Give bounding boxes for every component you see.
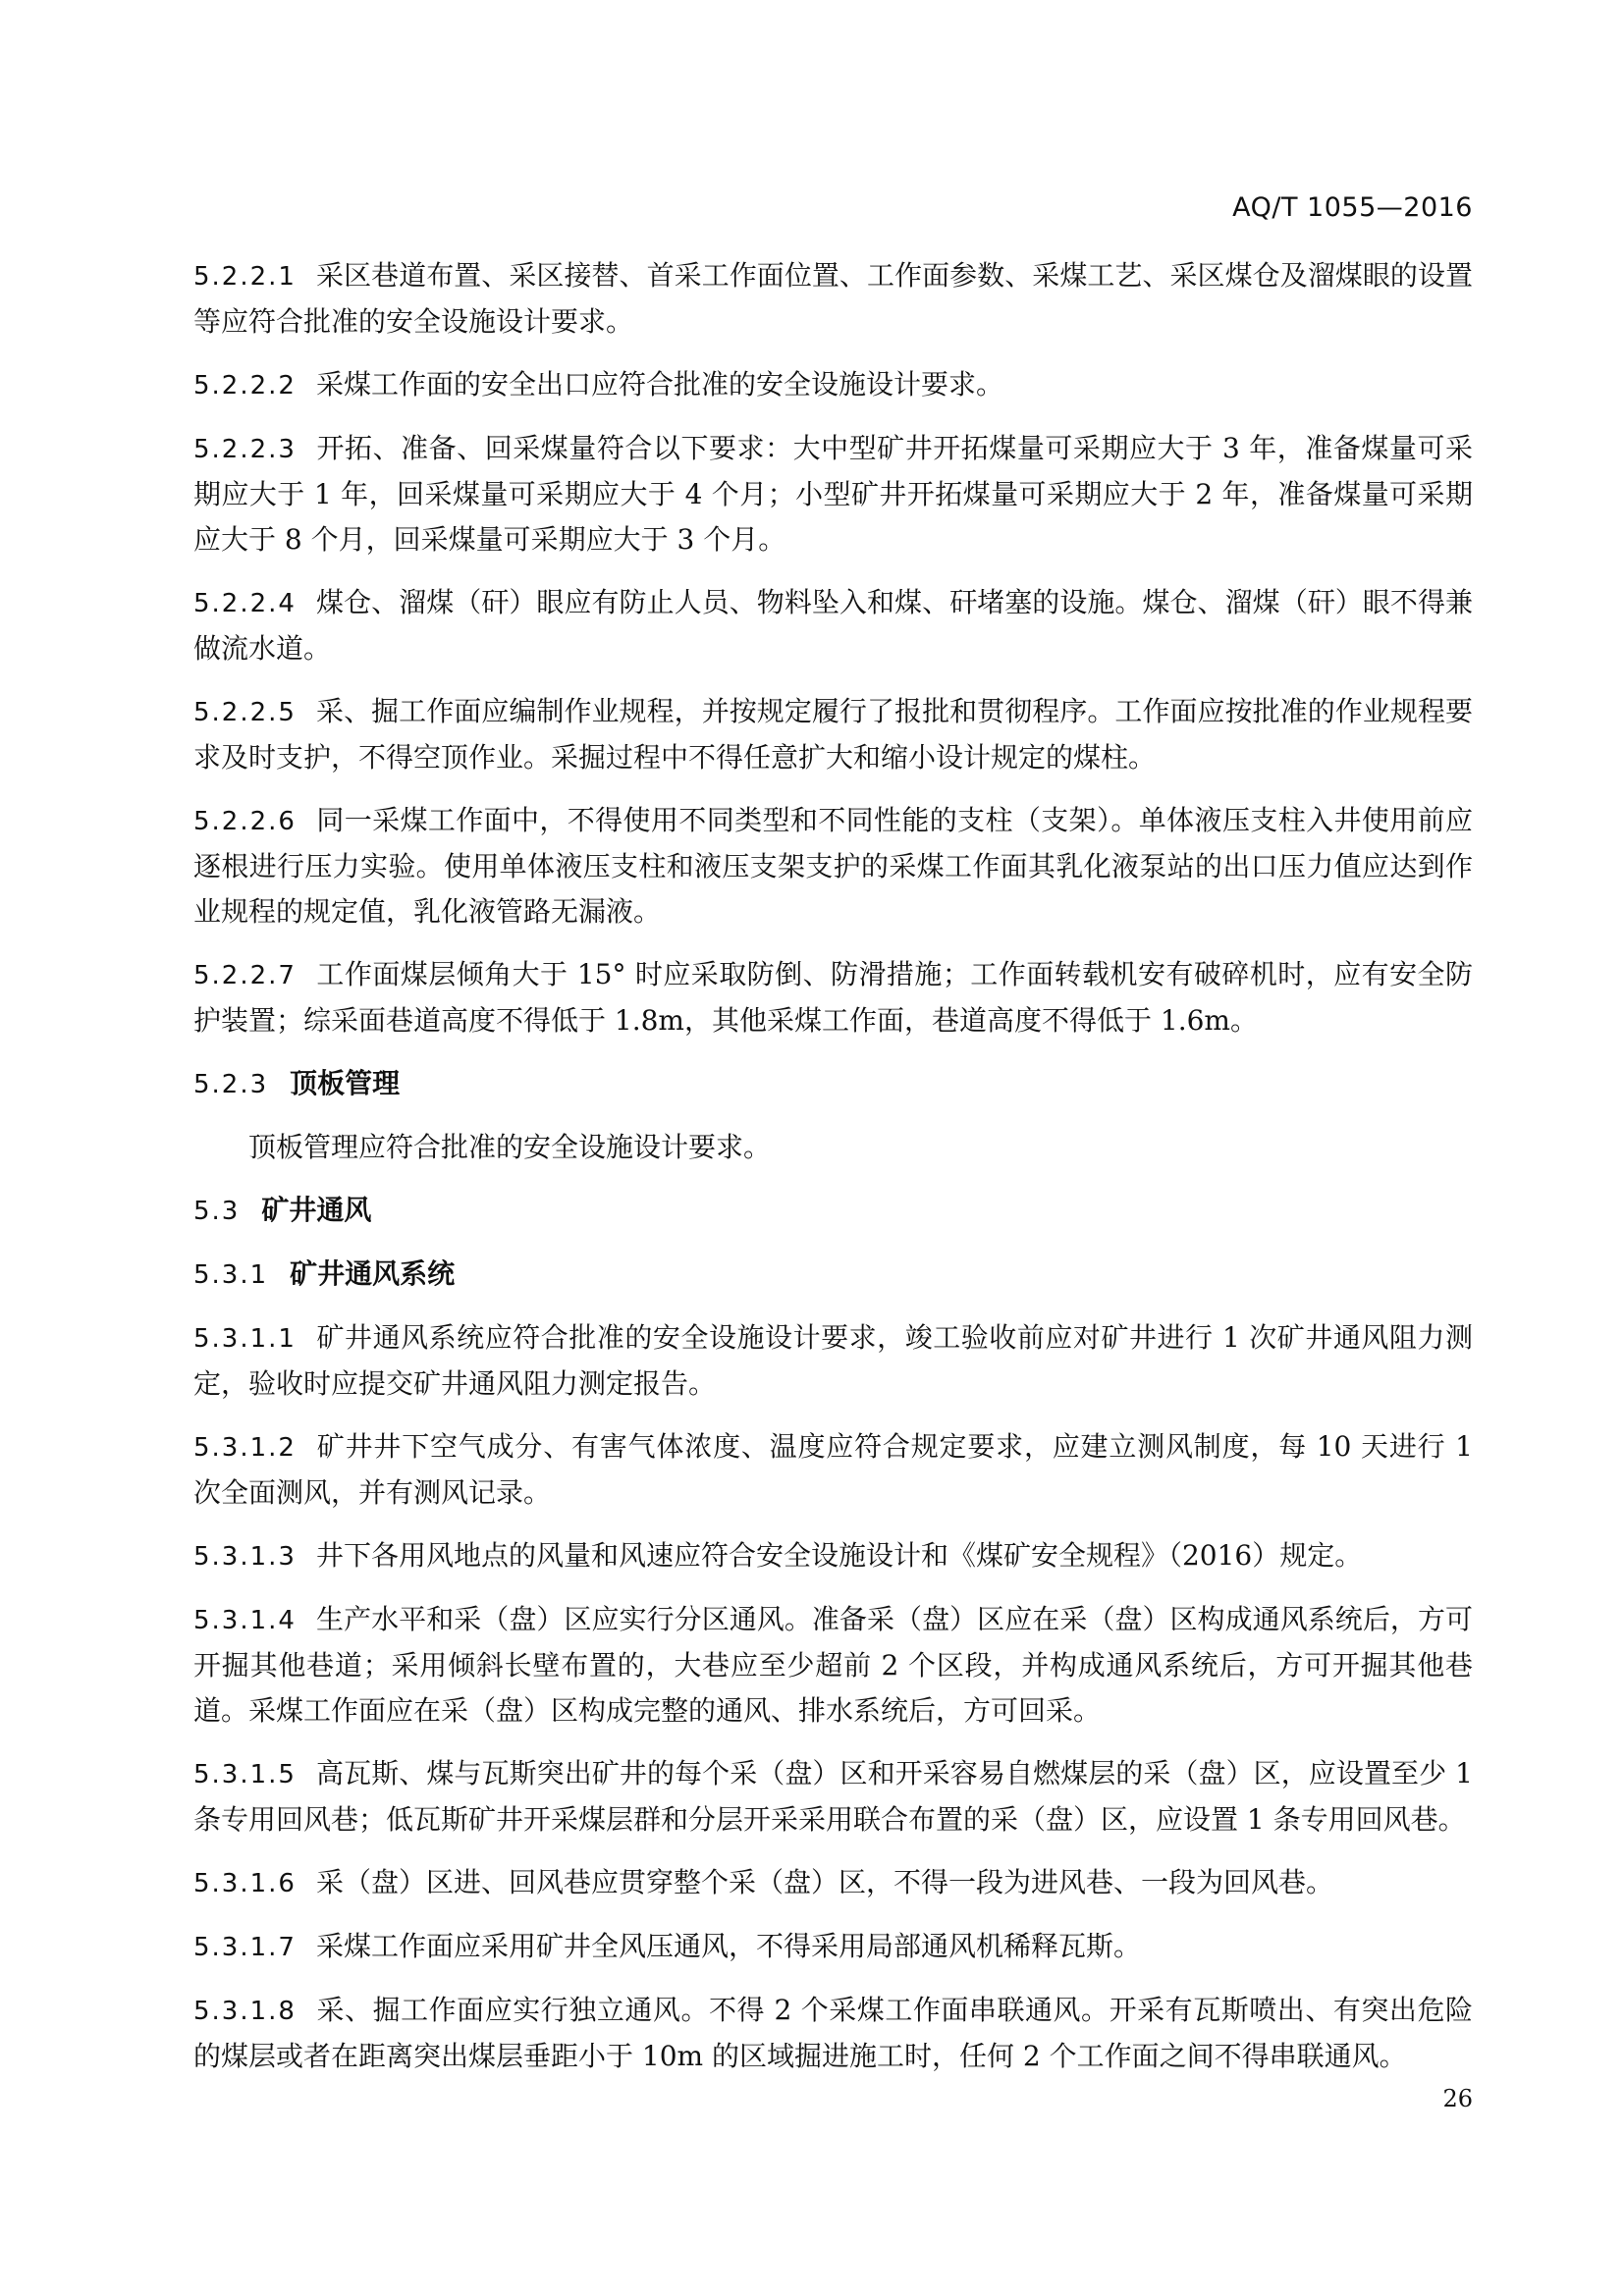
clause-text: 采区巷道布置、采区接替、首采工作面位置、工作面参数、采煤工艺、采区煤仓及溜煤眼的设置等应符合批准的安全设施设计要求。 <box>193 259 1473 338</box>
clause-text: 高瓦斯、煤与瓦斯突出矿井的每个采（盘）区和开采容易自燃煤层的采（盘）区，应设置至少 1 条专用回风巷；低瓦斯矿井开采煤层群和分层开采采用联合布置的采（盘）区，应设置 1 条专用回风巷。 <box>193 1757 1473 1836</box>
clause-number: 5.3.1.6 <box>193 1869 297 1898</box>
clause-5-3-1-4 <box>193 1597 1473 1734</box>
clause-number: 5.2.2.1 <box>193 262 297 292</box>
document-code: AQ/T 1055—2016 <box>1232 192 1473 223</box>
clause-5-2-2-3 <box>193 426 1473 562</box>
heading-number: 5.2.3 <box>193 1070 269 1099</box>
clause-5-2-2-2 <box>193 362 1473 408</box>
clause-5-2-2-5 <box>193 689 1473 780</box>
clause-5-2-2-4 <box>193 580 1473 671</box>
clause-number: 5.2.2.6 <box>193 807 297 836</box>
clause-number: 5.2.2.7 <box>193 961 297 990</box>
clause-text: 采（盘）区进、回风巷应贯穿整个采（盘）区，不得一段为进风巷、一段为回风巷。 <box>315 1866 1333 1898</box>
heading-title: 矿井通风 <box>261 1194 372 1226</box>
clause-number: 5.2.2.4 <box>193 589 297 618</box>
clause-5-3-1-3 <box>193 1533 1473 1579</box>
heading-5-2-3 <box>193 1061 1473 1107</box>
heading-title: 顶板管理 <box>290 1067 401 1099</box>
clause-number: 5.3.1.3 <box>193 1542 297 1572</box>
clause-text: 生产水平和采（盘）区应实行分区通风。准备采（盘）区应在采（盘）区构成通风系统后，方可开掘其他巷道；采用倾斜长壁布置的，大巷应至少超前 2 个区段，并构成通风系统后，方可开掘其他巷道。采煤工作面应在采（盘）区构成完整的通风、排水系统后，方可回采。 <box>193 1603 1473 1727</box>
clause-number: 5.2.2.3 <box>193 435 297 464</box>
clause-5-3-1-8 <box>193 1988 1473 2079</box>
paragraph-roof-management <box>193 1125 1473 1170</box>
page-number: 26 <box>1442 2085 1473 2112</box>
clause-text: 采煤工作面应采用矿井全风压通风，不得采用局部通风机稀释瓦斯。 <box>315 1930 1141 1962</box>
clause-number: 5.3.1.2 <box>193 1433 297 1463</box>
clause-5-3-1-1 <box>193 1315 1473 1407</box>
clause-text: 开拓、准备、回采煤量符合以下要求：大中型矿井开拓煤量可采期应大于 3 年，准备煤量可采期应大于 1 年，回采煤量可采期应大于 4 个月；小型矿井开拓煤量可采期应大于 2 年，准备煤量可采期应大于 8 个月，回采煤量可采期应大于 3 个月。 <box>193 432 1473 556</box>
clause-number: 5.3.1.8 <box>193 1997 297 2026</box>
clause-5-3-1-5 <box>193 1751 1473 1842</box>
heading-5-3-1 <box>193 1252 1473 1298</box>
clause-text: 矿井井下空气成分、有害气体浓度、温度应符合规定要求，应建立测风制度，每 10 天进行 1 次全面测风，并有测风记录。 <box>193 1430 1473 1509</box>
clause-5-2-2-1 <box>193 253 1473 345</box>
clause-number: 5.3.1.1 <box>193 1324 297 1354</box>
clause-number: 5.2.2.2 <box>193 371 297 400</box>
document-body <box>193 253 1473 2097</box>
clause-5-3-1-2 <box>193 1424 1473 1516</box>
clause-text: 矿井通风系统应符合批准的安全设施设计要求，竣工验收前应对矿井进行 1 次矿井通风阻力测定，验收时应提交矿井通风阻力测定报告。 <box>193 1321 1473 1400</box>
clause-number: 5.3.1.5 <box>193 1760 297 1789</box>
clause-5-3-1-7 <box>193 1924 1473 1970</box>
clause-text: 工作面煤层倾角大于 15° 时应采取防倒、防滑措施；工作面转载机安有破碎机时，应有安全防护装置；综采面巷道高度不得低于 1.8m，其他采煤工作面，巷道高度不得低于 1.6m。 <box>193 958 1473 1037</box>
paragraph-text: 顶板管理应符合批准的安全设施设计要求。 <box>248 1131 772 1163</box>
clause-text: 采、掘工作面应编制作业规程，并按规定履行了报批和贯彻程序。工作面应按批准的作业规程要求及时支护，不得空顶作业。采掘过程中不得任意扩大和缩小设计规定的煤柱。 <box>193 695 1473 774</box>
heading-number: 5.3.1 <box>193 1260 269 1290</box>
heading-5-3 <box>193 1188 1473 1234</box>
clause-text: 同一采煤工作面中，不得使用不同类型和不同性能的支柱（支架）。单体液压支柱入井使用前应逐根进行压力实验。使用单体液压支柱和液压支架支护的采煤工作面其乳化液泵站的出口压力值应达到作业规程的规定值，乳化液管路无漏液。 <box>193 804 1473 928</box>
heading-number: 5.3 <box>193 1197 241 1226</box>
heading-title: 矿井通风系统 <box>290 1257 456 1290</box>
clause-5-2-2-7 <box>193 952 1473 1043</box>
clause-text: 采、掘工作面应实行独立通风。不得 2 个采煤工作面串联通风。开采有瓦斯喷出、有突出危险的煤层或者在距离突出煤层垂距小于 10m 的区域掘进施工时，任何 2 个工作面之间不得串联通风。 <box>193 1994 1473 2072</box>
clause-number: 5.3.1.7 <box>193 1933 297 1962</box>
clause-5-2-2-6 <box>193 798 1473 934</box>
clause-number: 5.2.2.5 <box>193 698 297 727</box>
clause-number: 5.3.1.4 <box>193 1606 297 1635</box>
clause-text: 采煤工作面的安全出口应符合批准的安全设施设计要求。 <box>315 368 1003 400</box>
clause-text: 煤仓、溜煤（矸）眼应有防止人员、物料坠入和煤、矸堵塞的设施。煤仓、溜煤（矸）眼不得兼做流水道。 <box>193 586 1473 665</box>
clause-5-3-1-6 <box>193 1860 1473 1906</box>
clause-text: 井下各用风地点的风量和风速应符合安全设施设计和《煤矿安全规程》（2016）规定。 <box>315 1539 1363 1572</box>
